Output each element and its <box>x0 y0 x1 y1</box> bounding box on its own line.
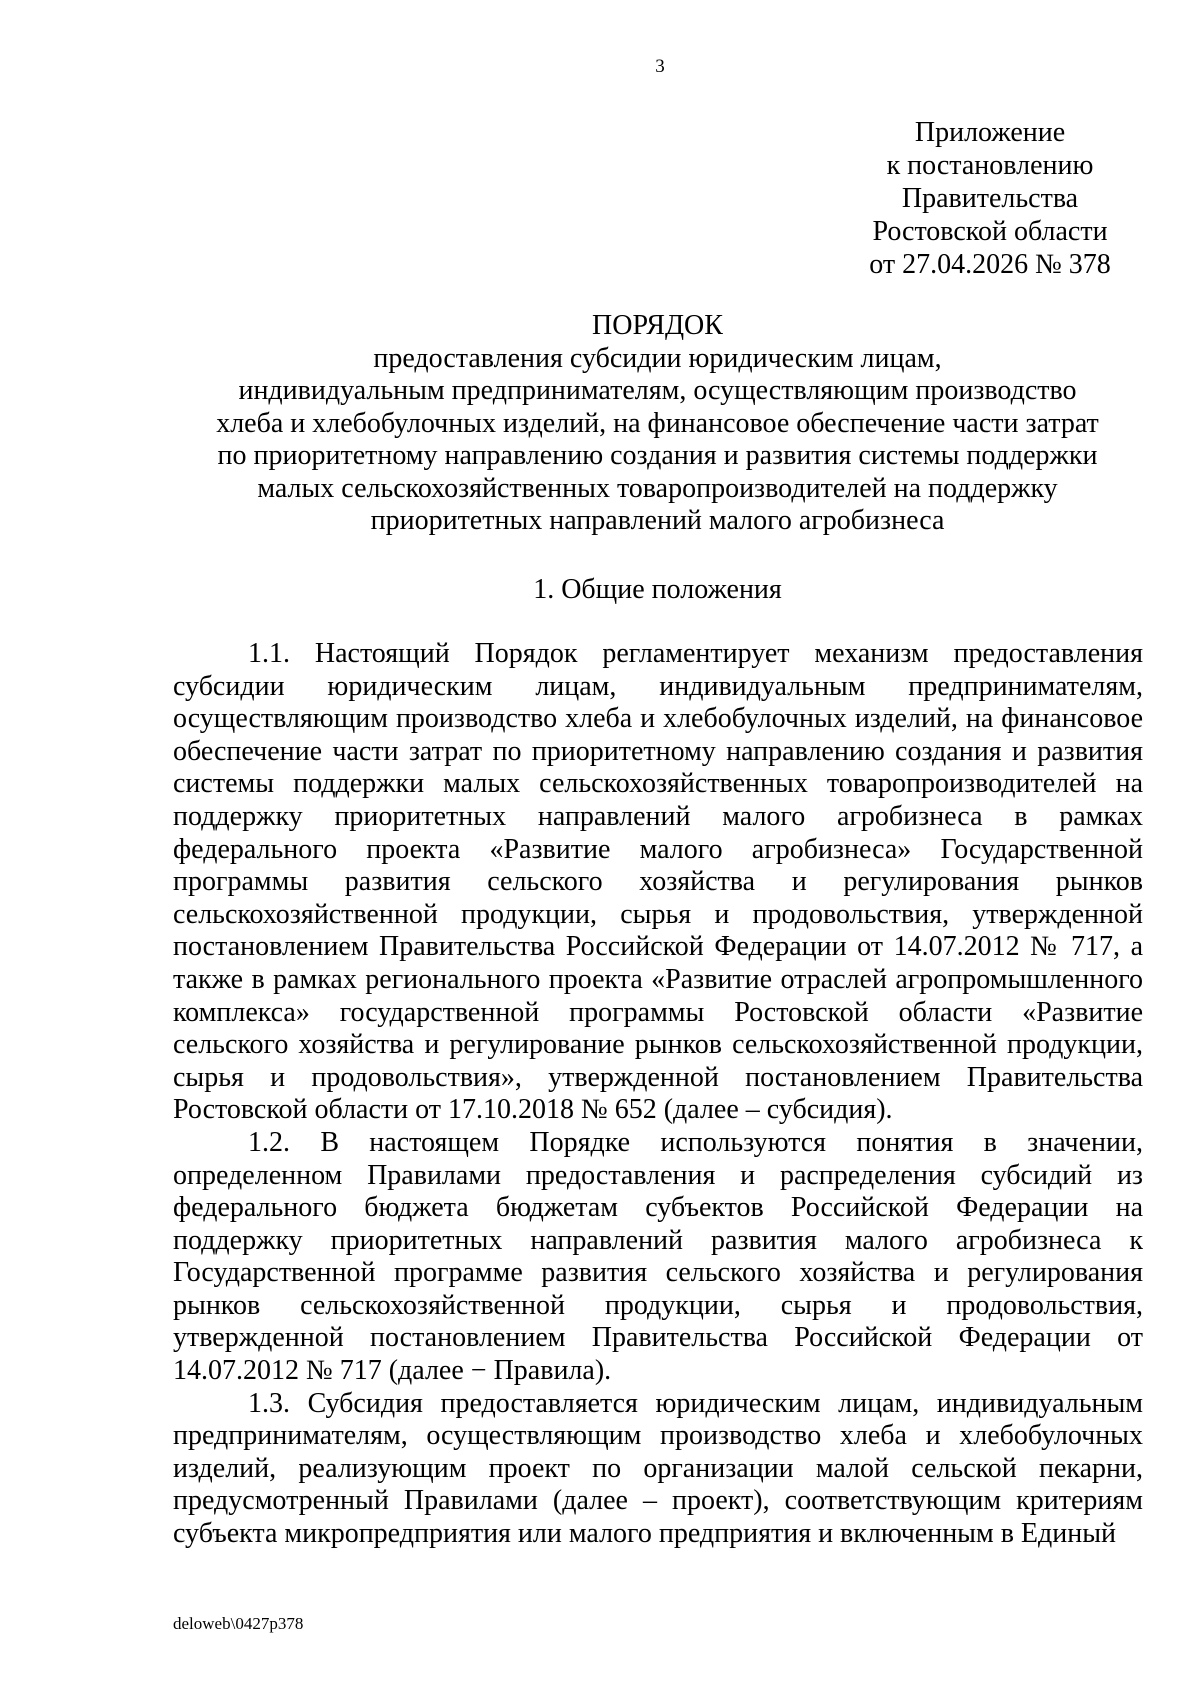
title-line: приоритетных направлений малого агробизнеса <box>370 505 945 536</box>
paragraph-1-2: 1.2. В настоящем Порядке используются понятия в значении, определенном Правилами предоставления и распределения субсидий из федерального бюджета бюджетам субъектов Российской Федерации на поддержку приоритетных направлений развития малого агробизнеса к Государственной программе развития сельского хозяйства и регулирования рынков сельскохозяйственной продукции, сырья и продовольствия, утвержденной постановлением Правительства Российской Федерации от 14.07.2012 № 717 (далее − Правила). <box>173 1126 1143 1387</box>
title-line: малых сельскохозяйственных товаропроизводителей на поддержку <box>257 472 1058 504</box>
appendix-line: Правительства <box>901 183 1079 214</box>
title-main: ПОРЯДОК <box>592 310 723 341</box>
appendix-line: Ростовской области <box>872 216 1108 247</box>
body-text <box>173 638 1143 1551</box>
appendix-line: к постановлению <box>886 150 1094 181</box>
appendix-line: Приложение <box>914 117 1066 148</box>
title-line: индивидуальным предпринимателям, осуществляющим производство <box>238 375 1077 406</box>
appendix-line: от 27.04.2026 № 378 <box>869 249 1111 280</box>
document-title <box>170 310 1145 538</box>
appendix-block <box>840 116 1140 281</box>
title-line: по приоритетному направлению создания и развития системы поддержки <box>217 440 1098 471</box>
paragraph-1-1: 1.1. Настоящий Порядок регламентирует механизм предоставления субсидии юридическим лицам, индивидуальным предпринимателям, осуществляющим производство хлеба и хлебобулочных изделий, на финансовое обеспечение части затрат по приоритетному направлению создания и развития системы поддержки малых сельскохозяйственных товаропроизводителей на поддержку приоритетных направлений малого агробизнеса в рамках федерального проекта «Развитие малого агробизнеса» Государственной программы развития сельского хозяйства и регулирования рынков сельскохозяйственной продукции, сырья и продовольствия, утвержденной постановлением Правительства Российской Федерации от 14.07.2012 № 717, а также в рамках регионального проекта «Развитие отраслей агропромышленного комплекса» государственной программы Ростовской области «Развитие сельского хозяйства и регулирование рынков сельскохозяйственной продукции, сырья и продовольствия», утвержденной постановлением Правительства Ростовской области от 17.10.2018 № 652 (далее – субсидия). <box>173 638 1143 1126</box>
title-line: предоставления субсидии юридическим лицам, <box>373 342 942 374</box>
section-heading: 1. Общие положения <box>533 574 782 605</box>
footer-document-code: deloweb\0427p378 <box>173 1614 304 1633</box>
page-number: 3 <box>655 56 665 77</box>
paragraph-1-3: 1.3. Субсидия предоставляется юридическим лицам, индивидуальным предпринимателям, осуществляющим производство хлеба и хлебобулочных изделий, реализующим проект по организации малой сельской пекарни, предусмотренный Правилами (далее – проект), соответствующим критериям субъекта микропредприятия или малого предприятия и включенным в Единый <box>173 1387 1143 1550</box>
title-line: хлеба и хлебобулочных изделий, на финансовое обеспечение части затрат <box>216 407 1099 439</box>
